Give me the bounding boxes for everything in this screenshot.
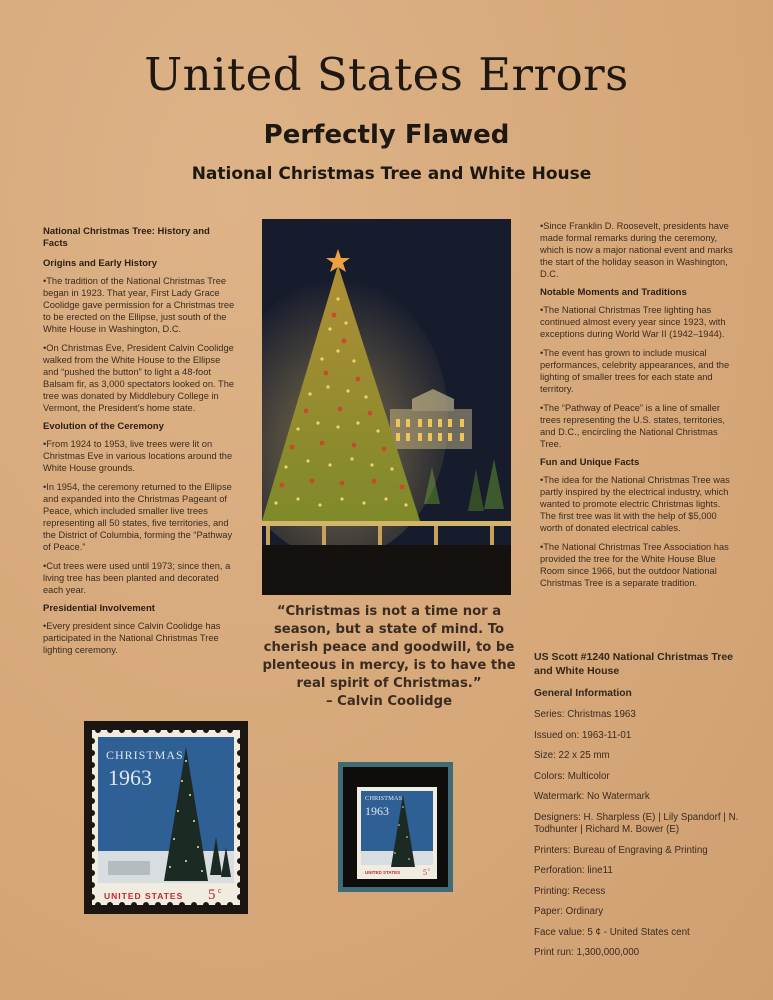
small-stamp-word: CHRISTMAS — [365, 795, 403, 802]
section-heading-origins: Origins and Early History — [43, 258, 158, 269]
stamp-value: 5 — [208, 887, 216, 903]
paragraph: •The National Christmas Tree lighting has continued almost every year since 1923, with exceptions during World War II (1942–1944). — [540, 305, 726, 339]
paragraph: •From 1924 to 1953, live trees were lit on Christmas Eve in various locations around the White House grounds. — [43, 439, 233, 473]
section-heading-evolution: Evolution of the Ceremony — [43, 421, 164, 432]
info-row-printing: Printing: Recess — [534, 885, 606, 897]
small-stamp-cent: c — [428, 868, 431, 873]
page-title: United States Errors — [144, 48, 629, 101]
info-row-paper: Paper: Ordinary — [534, 906, 604, 917]
info-row-print-run: Print run: 1,300,000,000 — [534, 947, 640, 958]
small-stamp-frame — [338, 762, 453, 892]
tree-illustration — [262, 219, 511, 595]
info-row-watermark: Watermark: No Watermark — [534, 791, 650, 802]
stamp-cent: c — [218, 886, 222, 895]
quote-block — [258, 603, 520, 711]
info-row-colors: Colors: Multicolor — [534, 770, 610, 782]
general-info-heading: General Information — [534, 688, 632, 699]
paragraph: •On Christmas Eve, President Calvin Coolidge walked from the White House to the Ellipse and “pushed the button” to light a 48-foot Balsam fir, as 3,000 spectators looked on. The tree was donated by Middlebury College in Vermont, the President’s home state. — [43, 343, 235, 413]
small-stamp-country: UNITED STATES — [365, 870, 401, 875]
large-stamp — [84, 721, 248, 914]
small-stamp — [343, 767, 448, 887]
info-row-perforation: Perforation: line11 — [534, 865, 613, 876]
christmas-tree-photo — [262, 219, 511, 595]
paragraph: •The tradition of the National Christmas Tree began in 1923. That year, First Lady Grace Coolidge gave permission for a Christmas tree to be erected on the Ellipse, just south of the White House in Washington, D.C. — [43, 276, 235, 334]
info-row-series: Series: Christmas 1963 — [534, 709, 636, 720]
section-heading-notable: Notable Moments and Traditions — [540, 287, 687, 298]
section-heading-presidential: Presidential Involvement — [43, 603, 155, 614]
large-stamp-mount — [84, 721, 248, 914]
left-column-heading: National Christmas Tree: History and Facts — [43, 226, 210, 249]
right-text-column — [540, 220, 733, 596]
stamp-info-panel — [534, 650, 744, 968]
page-subtitle: Perfectly Flawed — [263, 120, 510, 150]
info-row-size: Size: 22 x 25 mm — [534, 750, 610, 761]
paragraph: •The “Pathway of Peace” is a line of smaller trees representing the U.S. states, territories, and D.C., encircling the National Christmas Tree. — [540, 403, 725, 449]
paragraph: •Every president since Calvin Coolidge has participated in the National Christmas Tree lighting ceremony. — [43, 621, 221, 655]
paragraph: •The idea for the National Christmas Tree was partly inspired by the electrical industry, which wanted to promote electric Christmas lights. The first tree was lit with the help of $5,000 worth of donated electrical cables. — [540, 475, 730, 533]
info-row-face-value: Face value: 5 ¢ - United States cent — [534, 926, 690, 938]
page-subheading: National Christmas Tree and White House — [191, 164, 592, 184]
stamp-word: CHRISTMAS — [106, 748, 184, 762]
stamp-catalog-title: US Scott #1240 National Christmas Tree and White House — [534, 651, 733, 677]
small-stamp-mount — [343, 767, 448, 887]
stamp-year: 1963 — [108, 765, 152, 790]
small-stamp-year: 1963 — [365, 804, 389, 818]
small-stamp-value: 5 — [423, 868, 427, 877]
info-row-printers: Printers: Bureau of Engraving & Printing — [534, 844, 708, 856]
paragraph: •Cut trees were used until 1973; since then, a living tree has been planted and decorated each year. — [43, 561, 231, 595]
paragraph: •The National Christmas Tree Association has provided the tree for the White House Blue Room since 1966, but the outdoor National Christmas Tree is a separate tradition. — [540, 542, 729, 588]
section-heading-fun-facts: Fun and Unique Facts — [540, 457, 640, 468]
paragraph: •Since Franklin D. Roosevelt, presidents have made formal remarks during the ceremony, which is now a major national event and marks the start of the holiday season in Washington, D.C. — [540, 221, 733, 279]
info-row-designers: Designers: H. Sharpless (E) | Lily Spandorf | N. Todhunter | Richard M. Bower (E) — [534, 811, 739, 835]
stamp-country: UNITED STATES — [104, 891, 184, 901]
paragraph: •In 1954, the ceremony returned to the Ellipse and expanded into the Christmas Pageant of Peace, which included smaller live trees representing all 50 states, five territories, and the District of Columbia, forming the “Pathway of Peace.” — [43, 482, 233, 552]
info-row-issued: Issued on: 1963-11-01 — [534, 729, 632, 741]
left-text-column — [43, 226, 235, 663]
paragraph: •The event has grown to include musical performances, celebrity appearances, and the lighting of smaller trees for each state and territory. — [540, 348, 730, 394]
quote-text: “Christmas is not a time nor a season, but a state of mind. To cherish peace and goodwill, to be plenteous in mercy, is to have the real spirit of Christmas.” — [262, 604, 516, 691]
quote-author: – Calvin Coolidge — [325, 694, 453, 709]
